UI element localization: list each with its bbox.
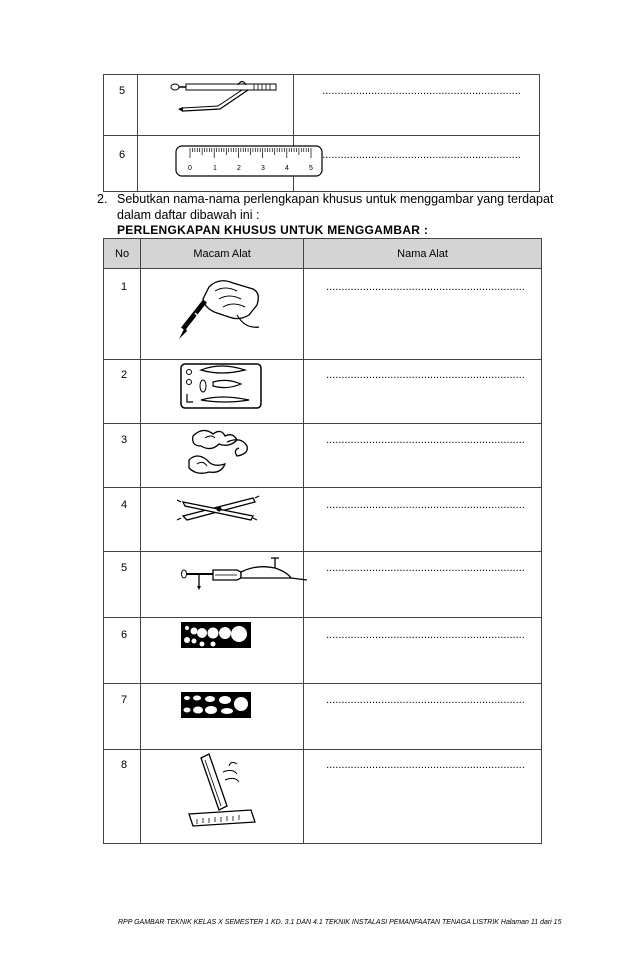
beam-compass-icon <box>141 552 303 612</box>
row-number: 6 <box>119 149 126 161</box>
table-row <box>104 269 542 360</box>
table-row <box>104 552 542 618</box>
circle-template-icon <box>141 618 303 678</box>
ruler-label: 0 <box>188 165 193 172</box>
ruler-label: 4 <box>285 165 290 172</box>
row-number: 5 <box>121 562 128 574</box>
question-number: 2. <box>97 192 108 206</box>
row-number: 7 <box>121 694 128 706</box>
compass-drawing <box>138 75 293 130</box>
row-number: 4 <box>121 499 128 511</box>
section-heading: PERLENGKAPAN KHUSUS UNTUK MENGGAMBAR : <box>117 223 429 237</box>
row-number: 8 <box>121 759 128 771</box>
ruler-label: 3 <box>261 165 266 172</box>
ruler-label: 2 <box>237 165 242 172</box>
answer-line: ................................................................. <box>326 694 525 706</box>
row-number: 3 <box>121 434 128 446</box>
french-curve-icon <box>141 424 303 482</box>
table-row <box>104 750 542 844</box>
question-text-line1: Sebutkan nama-nama perlengkapan khusus untuk menggambar yang terdapat <box>117 192 554 206</box>
answer-line: ................................................................. <box>326 629 525 641</box>
ellipse-template-icon <box>141 684 303 744</box>
ruler-label: 1 <box>213 165 218 172</box>
answer-line: ................................................................. <box>326 281 525 293</box>
parallel-ruler-icon <box>141 750 303 838</box>
table-row <box>104 136 540 192</box>
row-number: 5 <box>119 85 126 97</box>
answer-line: ................................................................. <box>326 562 525 574</box>
table-row <box>104 488 542 552</box>
row-number: 2 <box>121 369 128 381</box>
table-header-row <box>104 239 542 269</box>
header-macam-alat: Macam Alat <box>141 239 304 269</box>
answer-line: ................................................................. <box>326 369 525 381</box>
answer-line: ................................................................. <box>326 759 525 771</box>
answer-line: ................................................................. <box>326 434 525 446</box>
table-row <box>104 75 540 136</box>
special-tools-table <box>103 238 542 844</box>
row-number: 6 <box>121 629 128 641</box>
lettering-template-icon <box>141 360 303 418</box>
table-row <box>104 360 542 424</box>
drawing-pen-hand-icon <box>141 269 303 354</box>
answer-line: ................................................................. <box>322 149 521 161</box>
question-text-line2: dalam daftar dibawah ini : <box>117 208 260 222</box>
page-footer: RPP GAMBAR TEKNIK KELAS X SEMESTER 1 KD. 3.1 DAN 4.1 TEKNIK INSTALASI PEMANFAATAN TENAGA LISTRIK Halaman 11 dari 15 <box>118 919 562 926</box>
row-number: 1 <box>121 281 128 293</box>
table-row <box>104 684 542 750</box>
answer-line: ................................................................. <box>322 85 521 97</box>
header-nama-alat: Nama Alat <box>304 239 542 269</box>
answer-line: ................................................................. <box>326 499 525 511</box>
table-row <box>104 424 542 488</box>
tools-table-top <box>103 74 540 192</box>
ruler-label: 5 <box>309 165 314 172</box>
proportional-divider-icon <box>141 488 303 546</box>
header-no: No <box>104 239 141 269</box>
table-row <box>104 618 542 684</box>
ruler-drawing <box>138 136 314 186</box>
